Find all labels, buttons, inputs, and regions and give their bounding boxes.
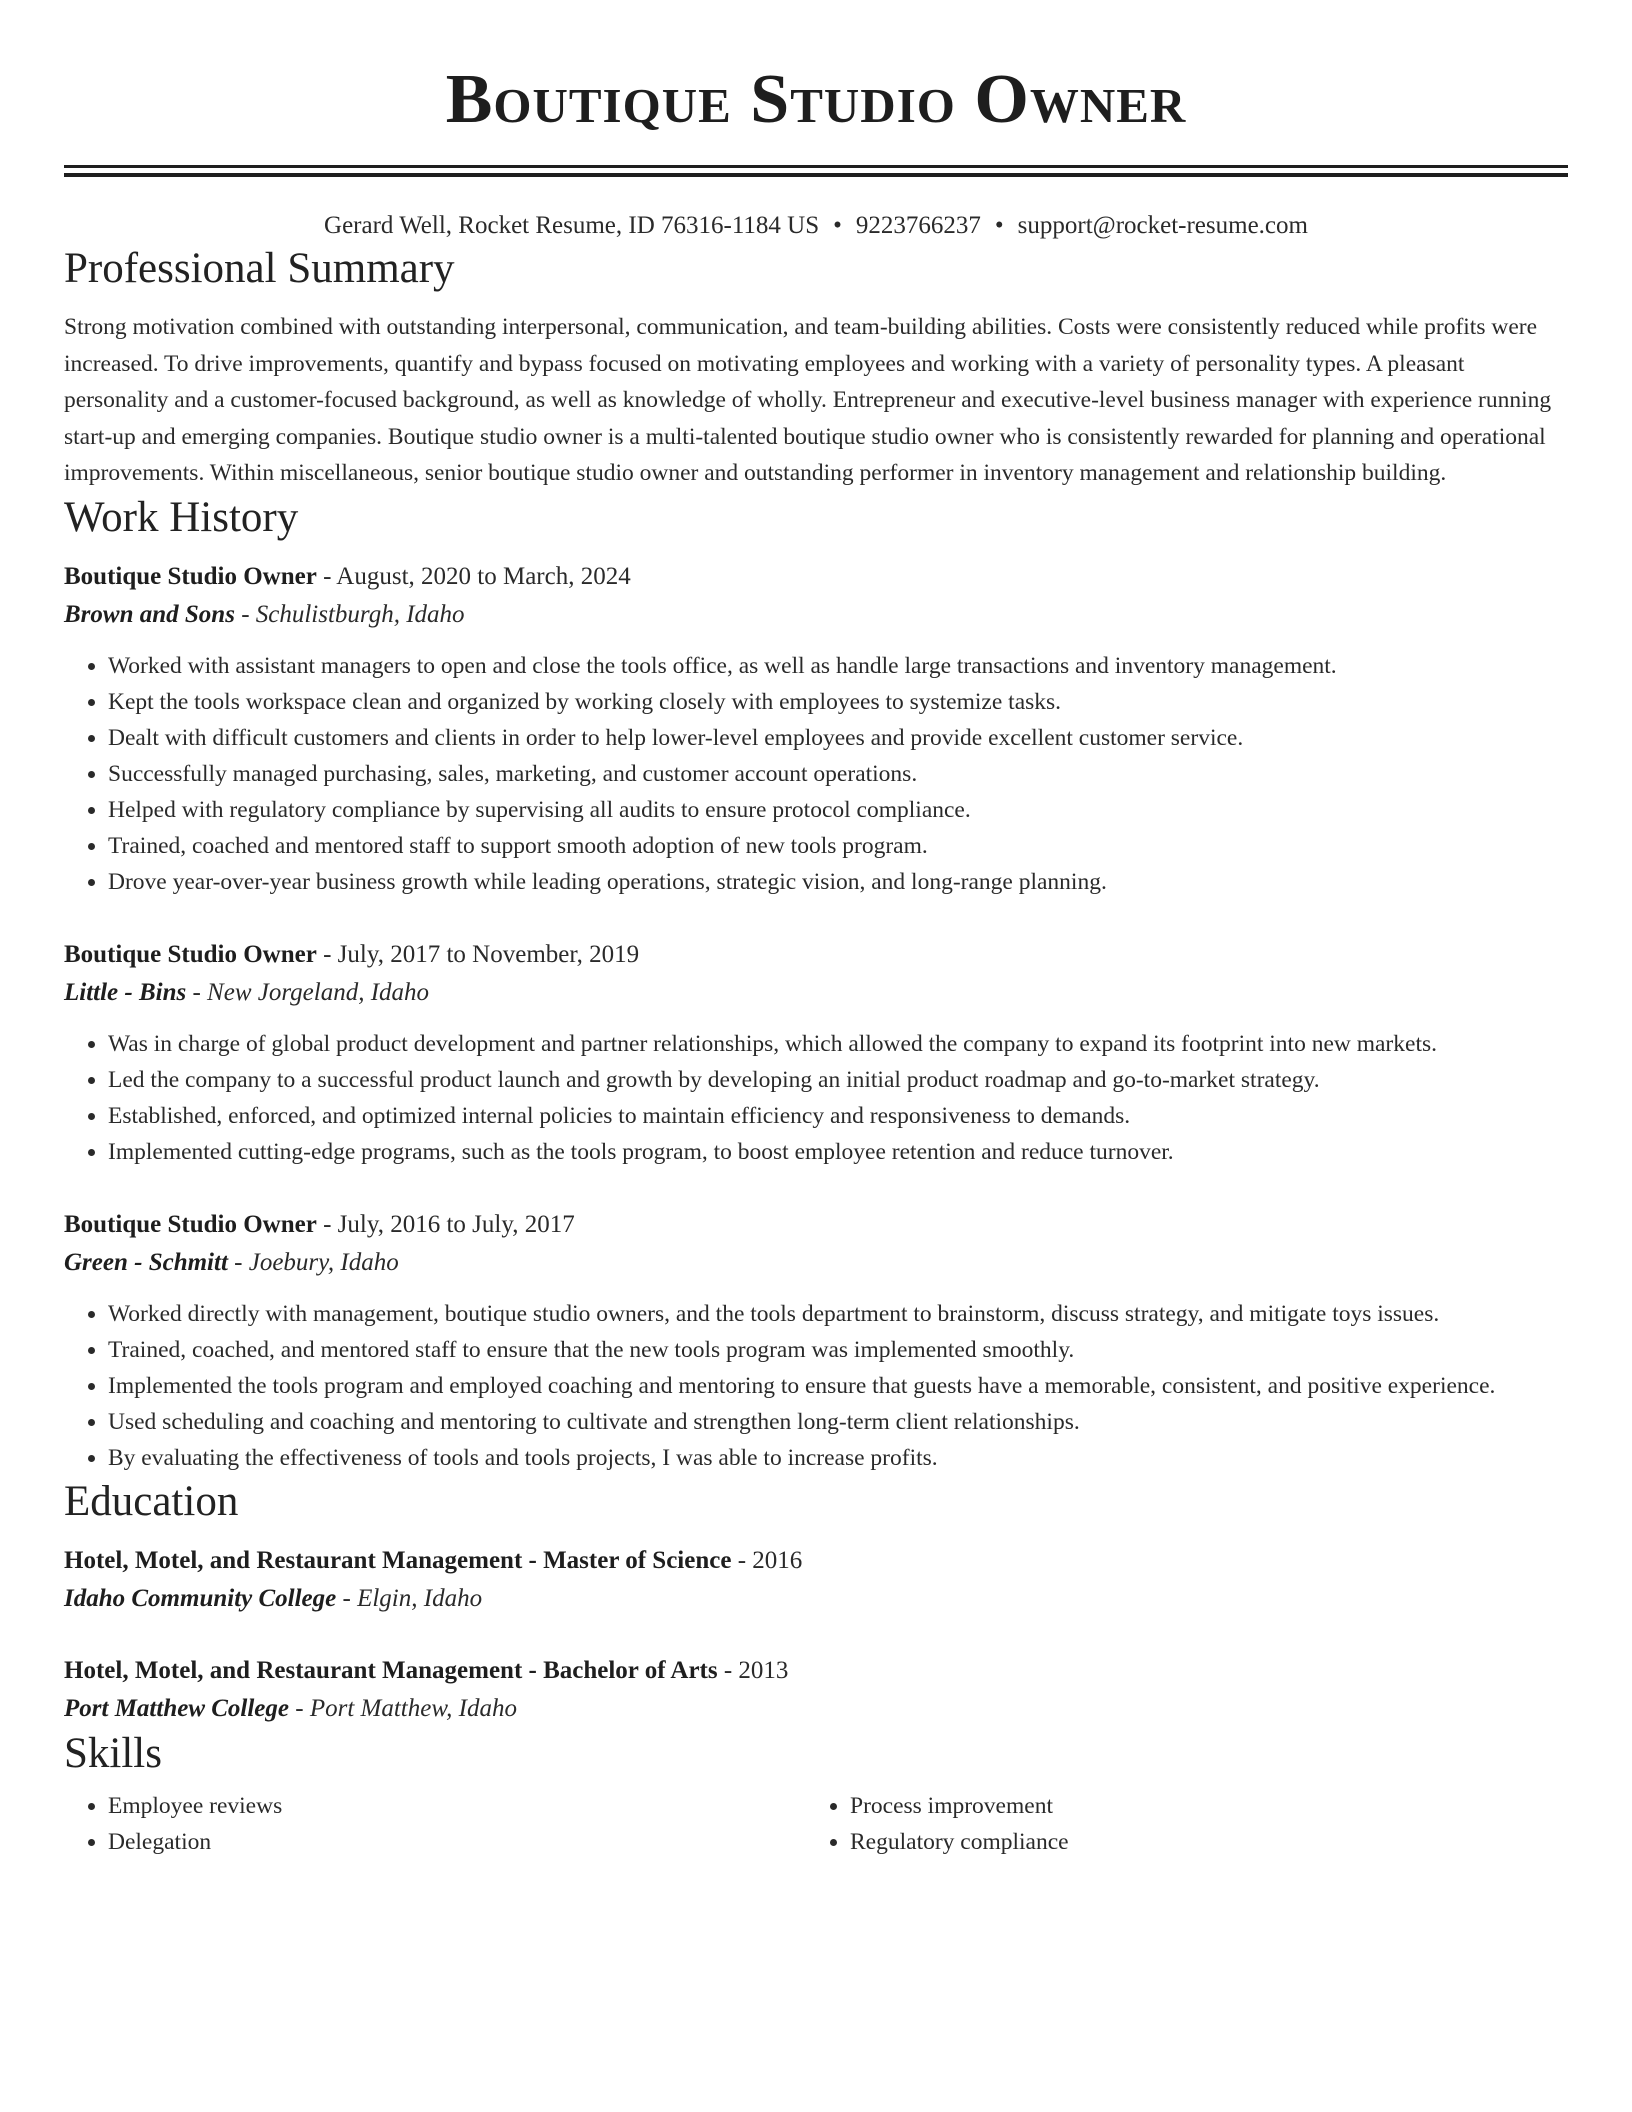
job-bullet: • By evaluating the effectiveness of tools and tools projects, I was able to increase profits. xyxy=(108,1440,1568,1476)
contact-phone: 9223766237 xyxy=(855,212,981,239)
education-entry xyxy=(64,1542,1568,1618)
degree-name: Hotel, Motel, and Restaurant Management - Bachelor of Arts xyxy=(64,1656,718,1684)
job-bullet: • Used scheduling and coaching and mentoring to cultivate and strengthen long-term client relationships. xyxy=(108,1404,1568,1440)
skills-heading: Skills xyxy=(64,1729,162,1777)
job-bullet: • Dealt with difficult customers and clients in order to help lower-level employees and provide excellent customer service. xyxy=(108,720,1568,756)
degree-line xyxy=(64,1542,1568,1580)
job-company-line xyxy=(64,974,1568,1012)
skills-column-left xyxy=(64,1788,806,1860)
job-title: Boutique Studio Owner xyxy=(64,940,317,968)
job-company-line xyxy=(64,1244,1568,1282)
job-bullet: • Drove year-over-year business growth while leading operations, strategic vision, and long-range planning. xyxy=(108,864,1568,900)
contact-address: Gerard Well, Rocket Resume, ID 76316-1184 US xyxy=(324,212,820,239)
job-bullet: • Established, enforced, and optimized internal policies to maintain efficiency and responsiveness to demands. xyxy=(108,1098,1568,1134)
job-bullets xyxy=(64,1296,1568,1476)
job-company: Brown and Sons xyxy=(64,600,235,628)
degree-year: - 2016 xyxy=(731,1546,803,1574)
job-bullet: • Kept the tools workspace clean and organized by working closely with employees to systemize tasks. xyxy=(108,684,1568,720)
job-entry xyxy=(64,558,1568,900)
job-bullets xyxy=(64,648,1568,900)
job-dates: - July, 2017 to November, 2019 xyxy=(316,940,640,968)
contact-separator: • xyxy=(833,212,842,239)
job-location: - New Jorgeland, Idaho xyxy=(186,978,430,1006)
degree-year: - 2013 xyxy=(717,1656,789,1684)
resume-title: Boutique Studio Owner xyxy=(445,61,1187,138)
job-title-line xyxy=(64,558,1568,596)
job-dates: - July, 2016 to July, 2017 xyxy=(316,1210,575,1238)
skill-item: • Employee reviews xyxy=(108,1788,806,1824)
school-location: - Elgin, Idaho xyxy=(336,1584,483,1612)
job-title-line xyxy=(64,936,1568,974)
job-bullet: • Implemented the tools program and employed coaching and mentoring to ensure that guests have a memorable, consistent, and positive experience. xyxy=(108,1368,1568,1404)
job-bullet: • Successfully managed purchasing, sales, marketing, and customer account operations. xyxy=(108,756,1568,792)
summary-heading: Professional Summary xyxy=(64,245,455,292)
job-dates: - August, 2020 to March, 2024 xyxy=(316,562,631,590)
job-company: Little - Bins xyxy=(64,978,187,1006)
contact-separator: • xyxy=(994,212,1004,239)
job-company: Green - Schmitt xyxy=(64,1248,228,1276)
job-bullet: • Worked with assistant managers to open and close the tools office, as well as handle large transactions and inventory management. xyxy=(108,648,1568,684)
job-title: Boutique Studio Owner xyxy=(64,1210,317,1238)
education-entry xyxy=(64,1652,1568,1728)
job-bullet: • Was in charge of global product development and partner relationships, which allowed the company to expand its footprint into new markets. xyxy=(108,1026,1568,1062)
job-location: - Schulistburgh, Idaho xyxy=(234,600,465,628)
contact-line xyxy=(64,209,1568,243)
school-location: - Port Matthew, Idaho xyxy=(289,1694,517,1722)
skill-item: • Process improvement xyxy=(850,1788,1548,1824)
school-name: Idaho Community College xyxy=(64,1584,337,1612)
work-history-heading: Work History xyxy=(64,493,299,541)
job-entry xyxy=(64,936,1568,1170)
skill-item: • Delegation xyxy=(108,1824,806,1860)
summary-text: Strong motivation combined with outstanding interpersonal, communication, and team-building abilities. Costs were consistently reduced while profits were increased. To drive improvements, quantify and bypass focused on motivating employees and working with a variety of personality types. A pleasant personality and a customer-focused background, as well as knowledge of wholly. Entrepreneur and executive-level business manager with experience running start-up and emerging companies. Boutique studio owner is a multi-talented boutique studio owner who is consistently rewarded for planning and operational improvements. Within miscellaneous, senior boutique studio owner and outstanding performer in inventory management and relationship building. xyxy=(64,314,1552,486)
title-rule-bottom xyxy=(64,173,1568,177)
contact-email: support@rocket-resume.com xyxy=(1017,212,1308,239)
job-bullet: • Trained, coached, and mentored staff to ensure that the new tools program was implemented smoothly. xyxy=(108,1332,1568,1368)
job-title: Boutique Studio Owner xyxy=(64,562,317,590)
school-line xyxy=(64,1580,1568,1618)
job-title-line xyxy=(64,1206,1568,1244)
degree-line xyxy=(64,1652,1568,1690)
job-bullet: • Worked directly with management, boutique studio owners, and the tools department to brainstorm, discuss strategy, and mitigate toys issues. xyxy=(108,1296,1568,1332)
job-location: - Joebury, Idaho xyxy=(227,1248,399,1276)
skill-item: • Regulatory compliance xyxy=(850,1824,1548,1860)
degree-name: Hotel, Motel, and Restaurant Management - Master of Science xyxy=(64,1546,732,1574)
job-entry xyxy=(64,1206,1568,1476)
school-line xyxy=(64,1690,1568,1728)
education-heading: Education xyxy=(64,1477,239,1525)
job-bullet: • Implemented cutting-edge programs, such as the tools program, to boost employee retention and reduce turnover. xyxy=(108,1134,1568,1170)
job-bullet: • Led the company to a successful product launch and growth by developing an initial product roadmap and go-to-market strategy. xyxy=(108,1062,1568,1098)
skills-list xyxy=(64,1788,1568,1860)
job-bullets xyxy=(64,1026,1568,1170)
school-name: Port Matthew College xyxy=(64,1694,289,1722)
job-bullet: • Trained, coached and mentored staff to support smooth adoption of new tools program. xyxy=(108,828,1568,864)
title-rule-top xyxy=(64,165,1568,168)
skills-column-right xyxy=(806,1788,1548,1860)
job-bullet: • Helped with regulatory compliance by supervising all audits to ensure protocol compliance. xyxy=(108,792,1568,828)
job-company-line xyxy=(64,596,1568,634)
